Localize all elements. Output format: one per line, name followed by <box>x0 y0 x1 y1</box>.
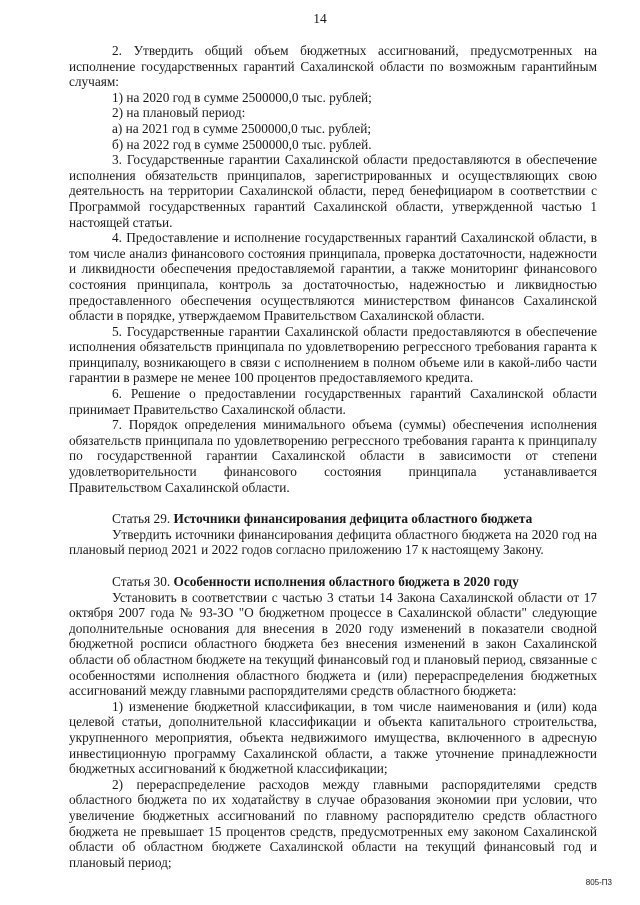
article-30-title: Особенности исполнения областного бюджета в 2020 году <box>173 574 519 589</box>
paragraph-3: 3. Государственные гарантии Сахалинской области предоставляются в обеспечение исполнения обязательств принципалов, зарегистрированных и осуществляющих свою деятельность на территории Сахалинской области, перед бенефициаром в соответствии с Программой государственных гарантий Сахалинской области, утвержденной частью 1 настоящей статьи. <box>69 152 597 230</box>
paragraph-6: 6. Решение о предоставлении государственных гарантий Сахалинской области принимает Правительство Сахалинской области. <box>69 386 597 417</box>
article-30-prefix: Статья 30. <box>112 574 171 589</box>
article-29-prefix: Статья 29. <box>112 511 171 527</box>
paragraph-5: 5. Государственные гарантии Сахалинской области предоставляются в обеспечение исполнения обязательств принципала по удовлетворению регрессного требования гаранта к принципалу, возникающего в связи с исполнением в полном объеме или в какой-либо части гарантии в размере не менее 100 процентов предоставляемого кредита. <box>69 323 597 386</box>
paragraph-7: 7. Порядок определения минимального объема (суммы) обеспечения исполнения обязательств принципала по удовлетворению регрессного требования гаранта к принципалу по государственной гарантии Сахалинской области в зависимости от степени удовлетворительности финансового состояния принципала устанавливается Правительством Сахалинской области. <box>69 417 597 495</box>
paragraph-4: 4. Предоставление и исполнение государственных гарантий Сахалинской области, в том числе анализ финансового состояния принципала, проверка достаточности, надежности и ликвидности обеспечения предоставляемой гарантии, а также мониторинг финансового состояния принципала, контроль за достаточностью, надежностью и ликвидностью предоставленного обеспечения осуществляются министерством финансов Сахалинской области в порядке, утверждаемом Правительством Сахалинской области. <box>69 230 597 324</box>
document-body <box>69 43 597 870</box>
article-30-item-2: 2) перераспределение расходов между главными распорядителями средств областного бюджета по их ходатайству в случае образования экономии при условии, что увеличение бюджетных ассигнований по главному распорядителю средств областного бюджета не превышает 15 процентов средств, предусмотренных ему законом Сахалинской области об областном бюджете Сахалинской области на текущий финансовый год и плановый период; <box>69 776 597 870</box>
list-item: 1) на 2020 год в сумме 2500000,0 тыс. рублей; <box>112 89 372 105</box>
document-code: 805-П3 <box>585 878 612 887</box>
article-30-heading <box>69 574 597 590</box>
paragraph-2: 2. Утвердить общий объем бюджетных ассигнований, предусмотренных на исполнение государственных гарантий Сахалинской области по возможным гарантийным случаям: <box>69 43 597 90</box>
article-30-paragraph: Установить в соответствии с частью 3 статьи 14 Закона Сахалинской области от 17 октября 2007 года № 93-ЗО "О бюджетном процессе в Сахалинской области" следующие дополнительные основания для внесения в 2020 году изменений в показатели сводной бюджетной росписи областного бюджета без внесения изменений в закон Сахалинской области об областном бюджете на текущий финансовый год и плановый период, связанные с особенностями исполнения областного бюджета и (или) перераспределения бюджетных ассигнований между главными распорядителями средств областного бюджета: <box>69 589 597 699</box>
page-number: 14 <box>313 11 327 26</box>
article-30-item-1: 1) изменение бюджетной классификации, в том числе наименования и (или) кода целевой статьи, дополнительной классификации и объекта капитального строительства, укрупненного мероприятия, объекта недвижимого имущества, включенного в адресную инвестиционную программу Сахалинской области, а также уточнение принадлежности бюджетных ассигнований к бюджетной классификации; <box>69 698 597 777</box>
list-item: б) на 2022 год в сумме 2500000,0 тыс. рублей. <box>112 136 372 152</box>
list-item: 2) на плановый период: <box>112 105 246 121</box>
article-29-heading <box>69 511 597 527</box>
article-29-title: Источники финансирования дефицита областного бюджета <box>173 511 533 527</box>
article-29-text: Утвердить источники финансирования дефицита областного бюджета на 2020 год на плановый период 2021 и 2022 годов согласно приложению 17 к настоящему Закону. <box>69 526 597 558</box>
list-item: а) на 2021 год в сумме 2500000,0 тыс. рублей; <box>112 120 372 136</box>
